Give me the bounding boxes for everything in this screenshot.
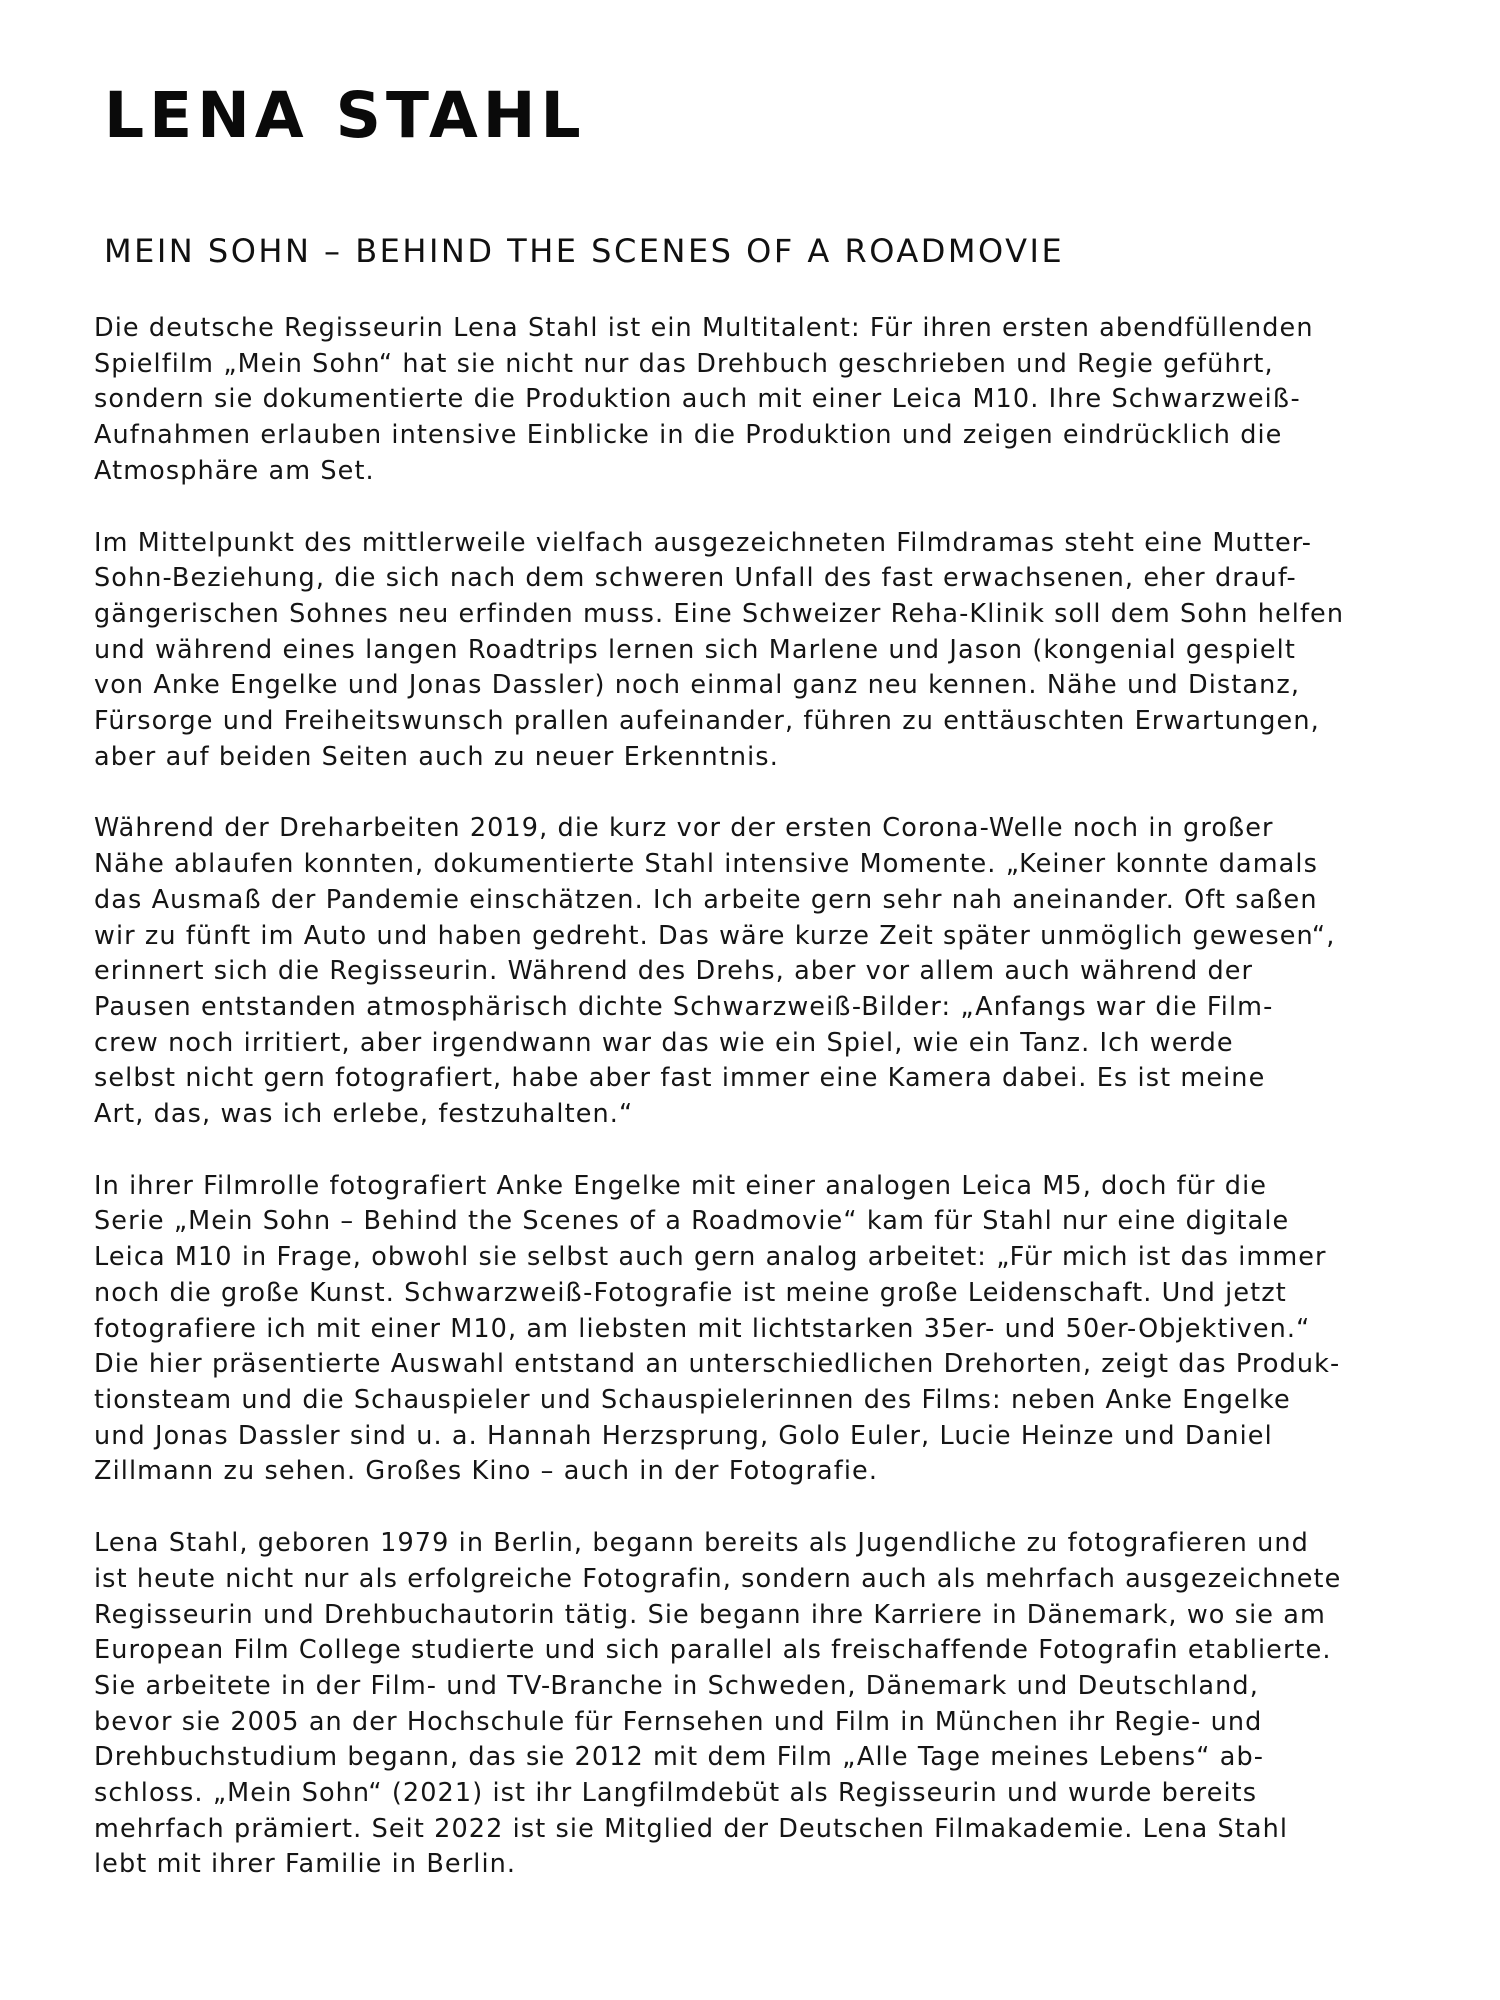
paragraph-biography (94, 1526, 1444, 1883)
text-line: und während eines langen Roadtrips lernen sich Marlene und Jason (kongenial gespielt (94, 634, 1296, 665)
text-line: noch die große Kunst. Schwarzweiß-Fotografie ist meine große Leidenschaft. Und jetzt (94, 1277, 1287, 1308)
text-line: Nähe ablaufen konnten, dokumentierte Stahl intensive Momente. „Keiner konnte damals (94, 849, 1318, 880)
text-line: Spielfilm „Mein Sohn“ hat sie nicht nur das Drehbuch geschrieben und Regie geführt, (94, 348, 1274, 379)
text-line: bevor sie 2005 an der Hochschule für Fernsehen und Film in München ihr Regie- und (94, 1706, 1263, 1737)
text-line: Sohn-Beziehung, die sich nach dem schweren Unfall des fast erwachsenen, eher drauf- (94, 563, 1297, 594)
body-text (94, 311, 1444, 1919)
text-line: aber auf beiden Seiten auch zu neuer Erkenntnis. (94, 741, 779, 772)
text-line: Fürsorge und Freiheitswunsch prallen aufeinander, führen zu enttäuschten Erwartungen, (94, 706, 1320, 737)
text-line: sondern sie dokumentierte die Produktion auch mit einer Leica M10. Ihre Schwarzweiß- (94, 384, 1301, 415)
text-line: Sie arbeitete in der Film- und TV-Branche in Schweden, Dänemark und Deutschland, (94, 1670, 1259, 1701)
text-line: crew noch irritiert, aber irgendwann war das wie ein Spiel, wie ein Tanz. Ich werde (94, 1027, 1234, 1058)
paragraph-shooting (94, 811, 1444, 1132)
text-line: fotografiere ich mit einer M10, am liebsten mit lichtstarken 35er- und 50er-Objektiven.“ (94, 1313, 1311, 1344)
paragraph-film-plot (94, 526, 1444, 776)
text-line: selbst nicht gern fotografiert, habe aber fast immer eine Kamera dabei. Es ist meine (94, 1063, 1266, 1094)
paragraph-camera (94, 1169, 1444, 1490)
text-line: Art, das, was ich erlebe, festzuhalten.“ (94, 1099, 634, 1130)
paragraph-intro (94, 311, 1444, 490)
text-line: das Ausmaß der Pandemie einschätzen. Ich arbeite gern sehr nah aneinander. Oft saßen (94, 884, 1318, 915)
text-line: Atmosphäre am Set. (94, 455, 375, 486)
text-line: Drehbuchstudium begann, das sie 2012 mit dem Film „Alle Tage meines Lebens“ ab- (94, 1742, 1265, 1773)
text-line: Zillmann zu sehen. Großes Kino – auch in der Fotografie. (94, 1456, 879, 1487)
text-line: Lena Stahl, geboren 1979 in Berlin, begann bereits als Jugendliche zu fotografieren und (94, 1528, 1309, 1559)
text-line: Im Mittelpunkt des mittlerweile vielfach ausgezeichneten Filmdramas steht eine Mutter- (94, 527, 1313, 558)
text-line: schloss. „Mein Sohn“ (2021) ist ihr Langfilmdebüt als Regisseurin und wurde bereits (94, 1778, 1258, 1809)
text-line: Die hier präsentierte Auswahl entstand an unterschiedlichen Drehorten, zeigt das Produk- (94, 1349, 1341, 1380)
text-line: Aufnahmen erlauben intensive Einblicke in die Produktion und zeigen eindrücklich die (94, 420, 1283, 451)
text-line: tionsteam und die Schauspieler und Schauspielerinnen des Films: neben Anke Engelke (94, 1384, 1291, 1415)
text-line: Die deutsche Regisseurin Lena Stahl ist ein Multitalent: Für ihren ersten abendfüllenden (94, 313, 1314, 343)
text-line: Regisseurin und Drehbuchautorin tätig. Sie begann ihre Karriere in Dänemark, wo sie am (94, 1599, 1326, 1630)
text-line: mehrfach prämiert. Seit 2022 ist sie Mitglied der Deutschen Filmakademie. Lena Stahl (94, 1813, 1289, 1844)
text-line: Leica M10 in Frage, obwohl sie selbst auch gern analog arbeitet: „Für mich ist das immer (94, 1242, 1327, 1273)
exhibition-subtitle: MEIN SOHN – BEHIND THE SCENES OF A ROADMOVIE (104, 232, 1065, 270)
text-line: wir zu fünft im Auto und haben gedreht. Das wäre kurze Zeit später unmöglich gewesen“, (94, 920, 1336, 951)
text-line: ist heute nicht nur als erfolgreiche Fotografin, sondern auch als mehrfach ausgezeichnete (94, 1563, 1342, 1594)
text-line: gängerischen Sohnes neu erfinden muss. Eine Schweizer Reha-Klinik soll dem Sohn helfen (94, 598, 1345, 629)
text-line: In ihrer Filmrolle fotografiert Anke Engelke mit einer analogen Leica M5, doch für die (94, 1170, 1268, 1201)
artist-name-heading: LENA STAHL (104, 79, 586, 152)
text-line: und Jonas Dassler sind u. a. Hannah Herzsprung, Golo Euler, Lucie Heinze und Daniel (94, 1420, 1273, 1451)
text-line: von Anke Engelke und Jonas Dassler) noch einmal ganz neu kennen. Nähe und Distanz, (94, 670, 1301, 701)
text-line: Pausen entstanden atmosphärisch dichte Schwarzweiß-Bilder: „Anfangs war die Film- (94, 991, 1274, 1022)
text-line: European Film College studierte und sich parallel als freischaffende Fotografin etablierte. (94, 1635, 1332, 1666)
text-line: erinnert sich die Regisseurin. Während des Drehs, aber vor allem auch während der (94, 956, 1254, 987)
text-line: Während der Dreharbeiten 2019, die kurz vor der ersten Corona-Welle noch in großer (94, 813, 1274, 844)
text-line: lebt mit ihrer Familie in Berlin. (94, 1849, 517, 1880)
text-line: Serie „Mein Sohn – Behind the Scenes of a Roadmovie“ kam für Stahl nur eine digitale (94, 1206, 1290, 1237)
